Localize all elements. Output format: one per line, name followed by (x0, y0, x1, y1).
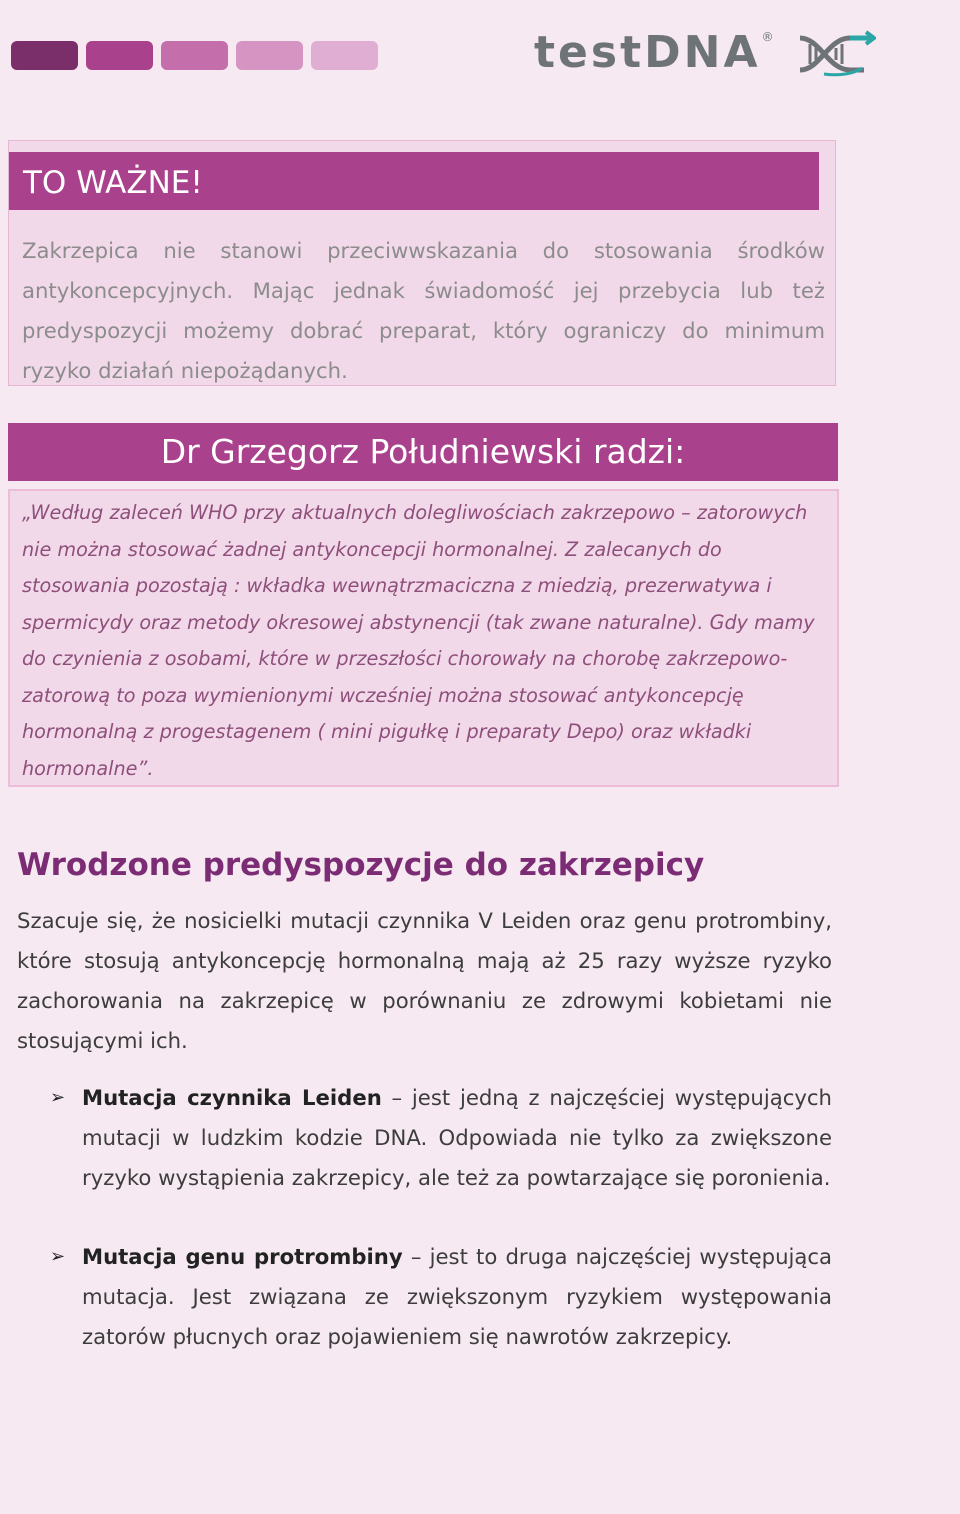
logo-text: testDNA (534, 27, 761, 78)
doctor-title: Dr Grzegorz Południewski radzi: (160, 432, 686, 471)
color-tab-4 (236, 41, 303, 70)
color-tabs (11, 41, 378, 70)
color-tab-5 (311, 41, 378, 70)
important-box (8, 140, 836, 386)
color-tab-1 (11, 41, 78, 70)
bullet-body: – jest to druga najczęściej występująca mutacja. Jest związana ze zwiększonym ryzykiem występowania zatorów płucnych oraz pojawieniem się nawrotów zakrzepicy. (82, 1244, 833, 1349)
bullet-text (82, 1237, 832, 1357)
bullet-bold: Mutacja czynnika Leiden (82, 1085, 382, 1110)
testdna-logo (534, 28, 876, 78)
important-text: Zakrzepica nie stanowi przeciwwskazania do stosowania środków antykoncepcyjnych. Mając jednak świadomość jej przebycia lub też predyspozycji możemy dobrać preparat, który ograniczy do minimum ryzyko działań niepożądanych. (22, 238, 825, 383)
list-item (50, 1078, 832, 1198)
important-title: TO WAŻNE! (23, 165, 203, 201)
arrow-bullet-icon: ➢ (50, 1246, 66, 1267)
bullet-body: – jest jedną z najczęściej występujących mutacji w ludzkim kodzie DNA. Odpowiada nie tylko za zwiększone ryzyko wystąpienia zakrzepicy, ale też za powtarzające się poronienia. (82, 1085, 832, 1190)
doctor-quote: „Według zaleceń WHO przy aktualnych dolegliwościach zakrzepowo – zatorowych nie można stosować żadnej antykoncepcji hormonalnej. Z zalecanych do stosowania pozostają : wkładka wewnątrzmaciczna z miedzią, prezerwatywa i spermicydy oraz metody okresowej abstynencji (tak zwane naturalne). Gdy mamy do czynienia z osobami, które w przeszłości chorowały na chorobę zakrzepowo-zatorową to poza wymienionymi wcześniej można stosować antykoncepcję hormonalną z progestagenem ( mini pigułkę i preparaty Depo) oraz wkładki hormonalne”. (22, 501, 815, 780)
bullet-text (82, 1078, 832, 1198)
arrow-bullet-icon: ➢ (50, 1087, 66, 1108)
section-intro: Szacuje się, że nosicielki mutacji czynnika V Leiden oraz genu protrombiny, które stosują antykoncepcję hormonalną mają aż 25 razy wyższe ryzyko zachorowania na zakrzepicę w porównaniu ze zdrowymi kobietami nie stosującymi ich. (17, 908, 832, 1053)
doctor-header (8, 423, 838, 481)
dna-helix-icon (798, 30, 876, 78)
list-item (50, 1237, 832, 1357)
registered-mark: ® (761, 30, 774, 44)
section-title: Wrodzone predyspozycje do zakrzepicy (17, 847, 705, 883)
color-tab-3 (161, 41, 228, 70)
important-header (9, 152, 819, 210)
doctor-quote-box (8, 489, 839, 787)
color-tab-2 (86, 41, 153, 70)
bullet-bold: Mutacja genu protrombiny (82, 1244, 403, 1269)
